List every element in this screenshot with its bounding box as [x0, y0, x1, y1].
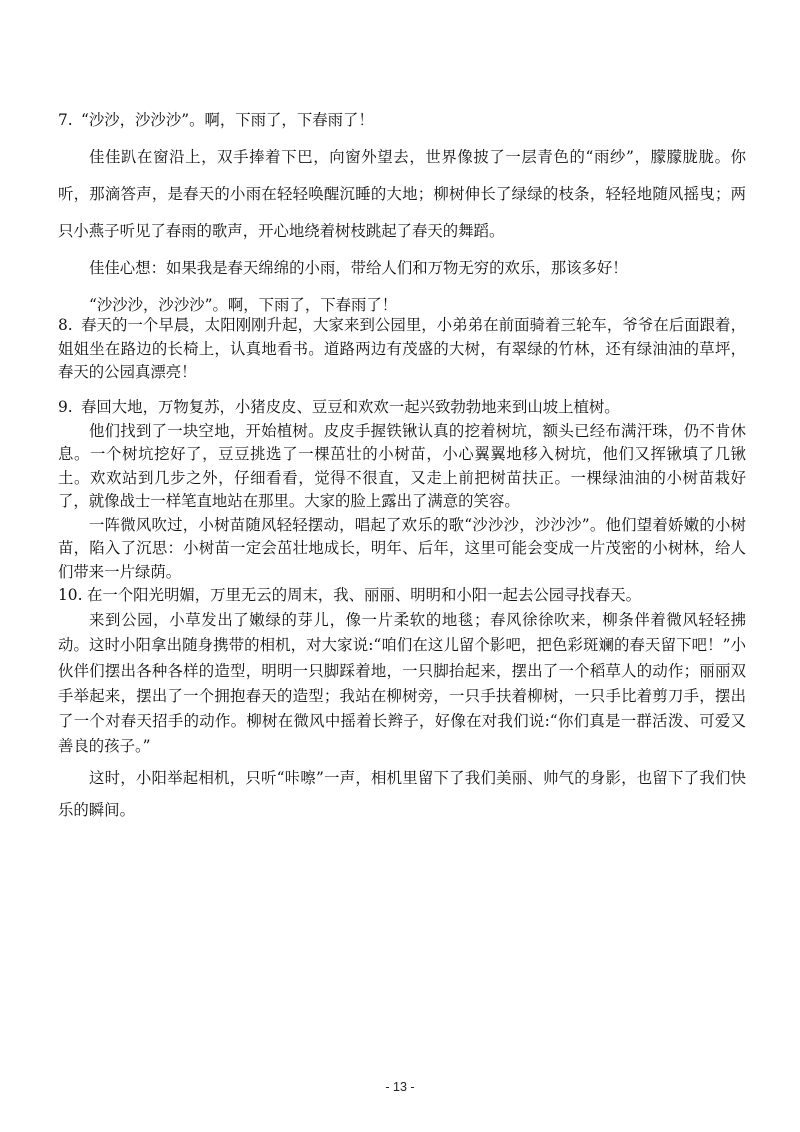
section-9-title: 春回大地，万物复苏，小猪皮皮、豆豆和欢欢一起兴致勃勃地来到山坡上植树。: [81, 398, 620, 416]
section-8: [58, 314, 746, 385]
section-10: [58, 583, 746, 759]
section-10-heading: [58, 583, 746, 608]
section-9-number: 9.: [58, 398, 73, 416]
section-9: [58, 396, 746, 584]
section-9-paragraph-1: 他们找到了一块空地，开始植树。皮皮手握铁锹认真的挖着树坑，额头已经布满汗珠，仍不肯休息。一个树坑挖好了，豆豆挑选了一棵茁壮的小树苗，小心翼翼地移入树坑，他们又挥锹填了几锹土。欢欢站到几步之外，仔细看看，觉得不很直，又走上前把树苗扶正。一棵绿油油的小树苗栽好了，就像战士一样笔直地站在那里。大家的脸上露出了满意的笑容。: [58, 421, 746, 510]
section-9-heading: [58, 396, 746, 420]
section-10-title: 在一个阳光明媚，万里无云的周末，我、丽丽、明明和小阳一起去公园寻找春天。: [87, 586, 642, 604]
section-7-heading: [58, 102, 746, 139]
section-7-paragraph-1: 佳佳趴在窗沿上，双手捧着下巴，向窗外望去，世界像披了一层青色的“雨纱”，朦朦胧胧。你听，那滴答声，是春天的小雨在轻轻唤醒沉睡的大地；柳树伸长了绿绿的枝条，轻轻地随风摇曳；两只小燕子听见了春雨的歌声，开心地绕着树枝跳起了春天的舞蹈。: [58, 148, 746, 240]
section-7: [58, 102, 746, 324]
section-7-paragraph-3: “沙沙沙，沙沙沙”。啊，下雨了，下春雨了！: [89, 296, 398, 314]
section-9-paragraph-2: 一阵微风吹过，小树苗随风轻轻摆动，唱起了欢乐的歌“沙沙沙，沙沙沙”。他们望着娇嫩的小树苗，陷入了沉思：小树苗一定会茁壮地成长，明年、后年，这里可能会变成一片茂密的小树林，给人们带来一片绿荫。: [58, 515, 746, 581]
section-7-title: “沙沙，沙沙沙”。啊，下雨了，下春雨了！: [81, 111, 374, 129]
section-10-paragraph-1: 来到公园，小草发出了嫩绿的芽儿，像一片柔软的地毯；春风徐徐吹来，柳条伴着微风轻轻拂动。这时小阳拿出随身携带的相机，对大家说:“咱们在这儿留个影吧，把色彩斑斓的春天留下吧！”小伙伴们摆出各种各样的造型，明明一只脚踩着地，一只脚抬起来，摆出了一个稻草人的动作；丽丽双手举起来，摆出了一个拥抱春天的造型；我站在柳树旁，一只手扶着柳树，一只手比着剪刀手，摆出了一个对春天招手的动作。柳树在微风中摇着长辫子，好像在对我们说:“你们真是一群活泼、可爱又善良的孩子。”: [58, 611, 746, 756]
section-8-paragraph: [58, 314, 746, 385]
section-8-number: 8.: [58, 316, 73, 334]
section-7-number: 7.: [58, 111, 73, 129]
section-10-paragraph-2: 这时，小阳举起相机，只听“咔嚓”一声，相机里留下了我们美丽、帅气的身影，也留下了我们快乐的瞬间。: [58, 769, 746, 819]
page-number: - 13 -: [385, 1080, 415, 1094]
section-10-number: 10.: [58, 586, 83, 604]
section-7-paragraph-2: 佳佳心想：如果我是春天绵绵的小雨，带给人们和万物无穷的欢乐，那该多好！: [89, 259, 628, 277]
section-10-continued: [58, 762, 746, 826]
section-8-text: 春天的一个早晨，太阳刚刚升起，大家来到公园里，小弟弟在前面骑着三轮车，爷爷在后面跟着，姐姐坐在路边的长椅上，认真地看书。道路两边有茂盛的大树，有翠绿的竹林，还有绿油油的草坪，春天的公园真漂亮！: [58, 316, 746, 381]
